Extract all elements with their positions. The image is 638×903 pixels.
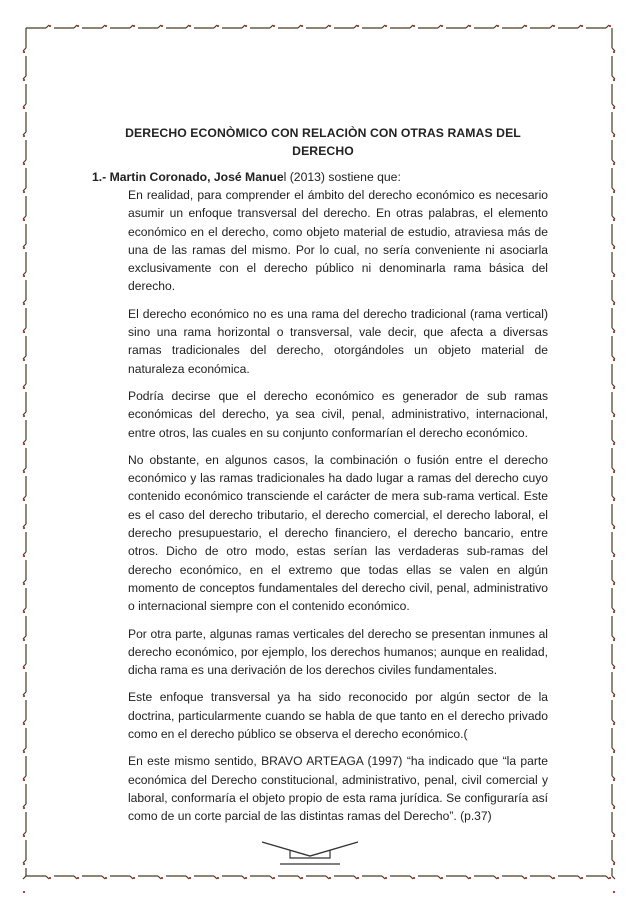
footer-ornament [260, 838, 360, 868]
paragraph: Por otra parte, algunas ramas verticales del derecho se presentan inmunes al derecho económico, por ejemplo, los derechos humanos; aunque en realidad, dicha rama es una derivación de los derechos civiles fundamentales. [128, 626, 548, 678]
title-line-2: DERECHO [292, 144, 354, 158]
author-citation-rest: l (2013) sostiene que: [283, 170, 401, 184]
paragraph: En realidad, para comprender el ámbito del derecho económico es necesario asumir un enfoque transversal del derecho. En otras palabras, el elemento económico en el derecho, como objeto material de estudio, atraviesa más de una de las ramas del mismo. Por lo cual, no sería conveniente ni asociarla exclusivamente con el derecho público ni denominarla rama básica del derecho. [128, 188, 548, 294]
author-citation [92, 168, 552, 186]
paragraph: Podría decirse que el derecho económico es generador de sub ramas económicas del derecho, ya sea civil, penal, administrativo, internacional, entre otros, las cuales en su conjunto conformarían el derecho económico. [128, 388, 548, 440]
document-title [88, 124, 558, 160]
body-text [128, 186, 548, 835]
author-name: 1.- Martin Coronado, José Manue [92, 170, 284, 184]
paragraph: El derecho económico no es una rama del derecho tradicional (rama vertical) sino una rama horizontal o transversal, vale decir, que afecta a diversas ramas tradicionales del derecho, otorgándoles un objeto material de naturaleza económica. [128, 306, 548, 376]
paragraph: No obstante, en algunos casos, la combinación o fusión entre el derecho económico y las ramas tradicionales ha dado lugar a ramas del derecho cuyo contenido económico transciende el carácter de mera sub-rama vertical. Este es el caso del derecho tributario, el derecho comercial, el derecho laboral, el derecho presupuestario, el derecho financiero, el derecho bancario, entre otros. Dicho de otro modo, estas serían las verdaderas sub-ramas del derecho económico, en el extremo que todas ellas se valen en algún momento de conceptos fundamentales del derecho civil, penal, administrativo o internacional siempre con el contenido económico. [128, 452, 548, 614]
title-line-1: DERECHO ECONÒMICO CON RELACIÒN CON OTRAS RAMAS DEL [125, 126, 521, 140]
paragraph: En este mismo sentido, BRAVO ARTEAGA (1997) “ha indicado que “la parte económica del Derecho constitucional, administrativo, penal, civil comercial y laboral, conformaría el objeto propio de esta rama jurídica. Se configuraría así como de un corte parcial de las distintas ramas del Derecho”. (p.37) [128, 754, 548, 824]
paragraph: Este enfoque transversal ya ha sido reconocido por algún sector de la doctrina, particularmente cuando se habla de que tanto en el derecho privado como en el derecho público se observa el derecho económico.( [128, 690, 548, 742]
